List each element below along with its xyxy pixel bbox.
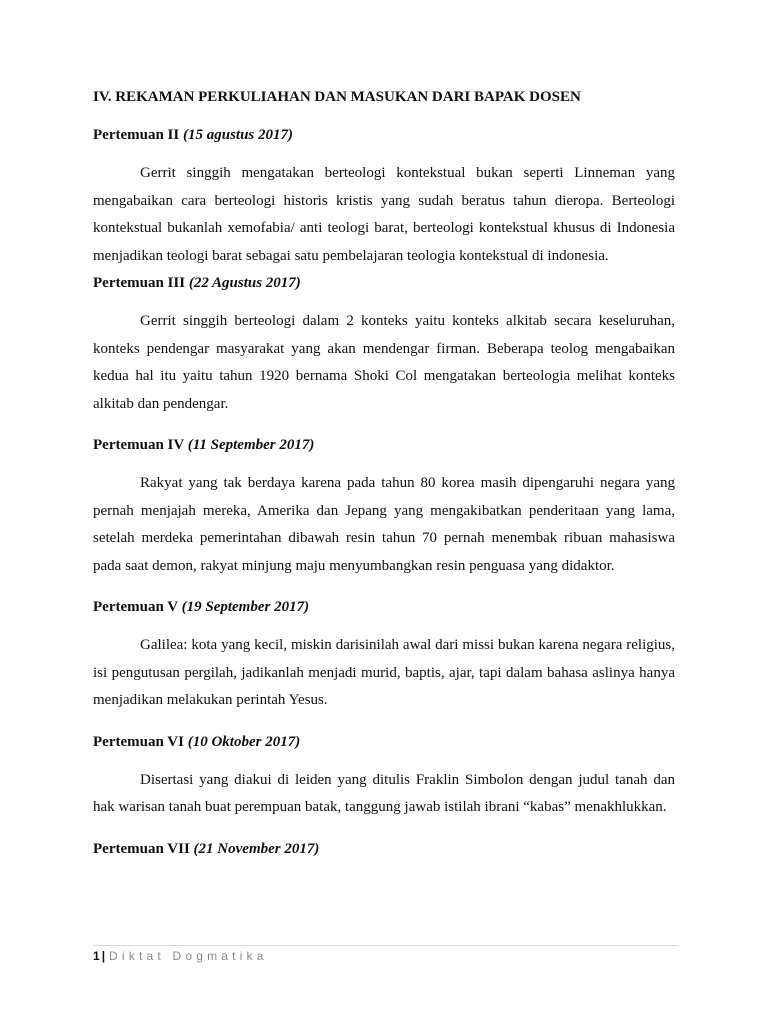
meeting-paragraph: Gerrit singgih mengatakan berteologi kontekstual bukan seperti Linneman yang mengabaikan cara berteologi historis kristis yang sudah beratus tahun dieropa. Berteologi kontekstual bukanlah xemofabia/ anti teologi barat, berteologi kontekstual khusus di Indonesia menjadikan teologi barat sebagai satu pembelajaran teologia kontekstual di indonesia. <box>93 165 675 264</box>
meeting-date: (21 November 2017) <box>193 840 320 857</box>
footer-separator: | <box>101 949 106 963</box>
meeting-title-3 <box>93 272 675 294</box>
footer-title: Diktat Dogmatika <box>109 949 268 963</box>
meeting-label: Pertemuan IV <box>93 437 184 453</box>
meeting-date: (10 Oktober 2017) <box>187 733 301 750</box>
footer-divider <box>93 945 678 946</box>
meeting-title-4 <box>93 434 675 456</box>
meeting-paragraph: Gerrit singgih berteologi dalam 2 konteks yaitu konteks alkitab secara keseluruhan, konteks pendengar masyarakat yang akan mendengar firman. Beberapa teolog mengabaikan kedua hal itu yaitu tahun 1920 bernama Shoki Col mengatakan berteologia melihat konteks alkitab dan pendengar. <box>93 313 675 412</box>
meeting-label: Pertemuan II <box>93 127 180 143</box>
meeting-date: (19 September 2017) <box>181 599 310 615</box>
document-body <box>93 86 675 860</box>
meeting-date: (11 September 2017) <box>187 437 315 453</box>
meeting-title-7 <box>93 838 675 860</box>
meeting-title-6 <box>93 731 675 753</box>
meeting-label: Pertemuan V <box>93 599 178 615</box>
meeting-label: Pertemuan VI <box>93 733 184 750</box>
meeting-date: (22 Agustus 2017) <box>188 275 301 291</box>
meeting-paragraph: Galilea: kota yang kecil, miskin darisinilah awal dari missi bukan karena negara religius, isi pengutusan pergilah, jadikanlah menjadi murid, baptis, ajar, tapi dalam bahasa aslinya hanya menjadikan melakukan perintah Yesus. <box>93 637 675 708</box>
meeting-date: (15 agustus 2017) <box>183 127 294 143</box>
meeting-label: Pertemuan VII <box>93 840 190 857</box>
meeting-label: Pertemuan III <box>93 275 186 291</box>
meeting-title-5 <box>93 596 675 618</box>
meeting-paragraph: Rakyat yang tak berdaya karena pada tahun 80 korea masih dipengaruhi negara yang pernah menjajah mereka, Amerika dan Jepang yang mengakibatkan penderitaan yang lama, setelah merdeka pemerintahan dibawah resin tahun 70 pernah menembak ribuan mahasiswa pada saat demon, rakyat minjung maju menyumbangkan resin penguasa yang didaktor. <box>93 475 675 574</box>
page-number: 1 <box>93 949 100 963</box>
page-footer <box>93 948 268 964</box>
section-heading: IV. REKAMAN PERKULIAHAN DAN MASUKAN DARI BAPAK DOSEN <box>93 89 581 105</box>
meeting-paragraph: Disertasi yang diakui di leiden yang ditulis Fraklin Simbolon dengan judul tanah dan hak warisan tanah buat perempuan batak, tanggung jawab istilah ibrani “kabas” menakhlukkan. <box>93 771 675 815</box>
meeting-title-2 <box>93 124 675 146</box>
